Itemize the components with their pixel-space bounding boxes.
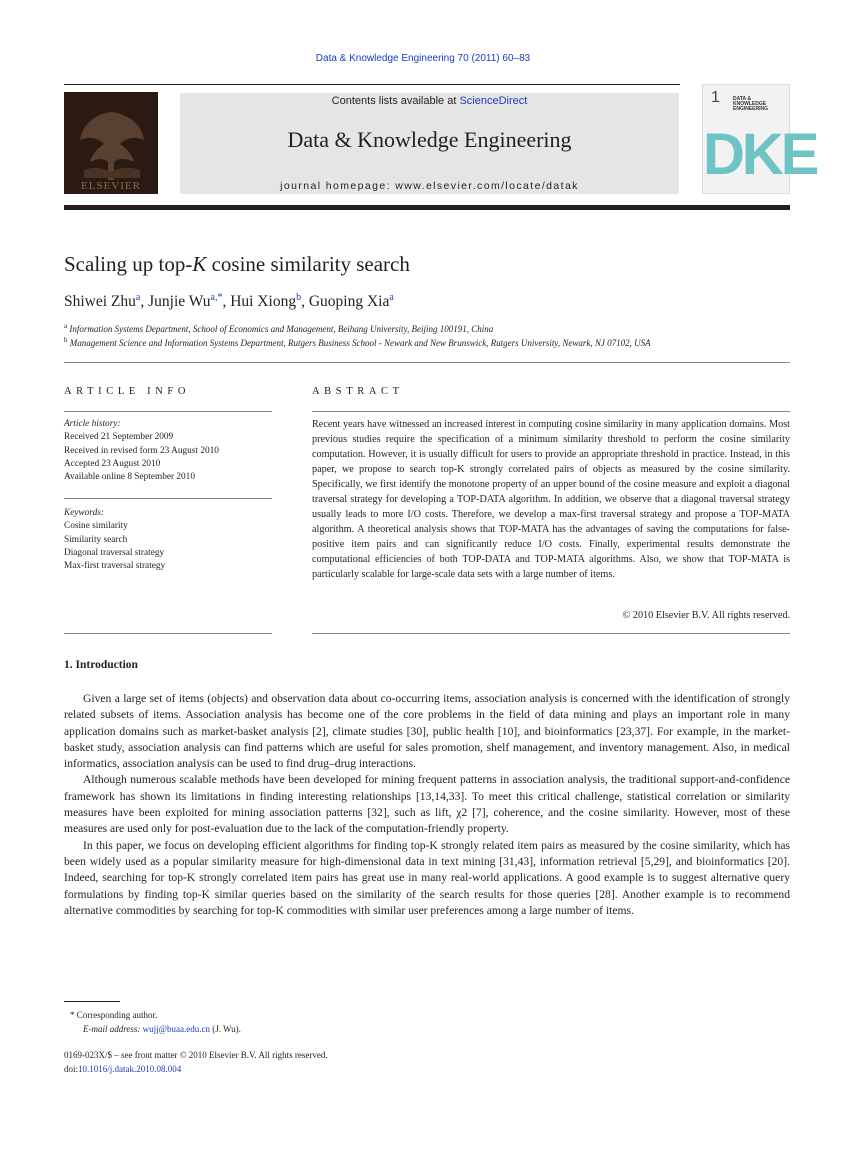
history-item: Available online 8 September 2010 bbox=[64, 472, 195, 483]
abstract-rule bbox=[312, 633, 790, 634]
keywords bbox=[64, 507, 272, 573]
keyword-item: Diagonal traversal strategy bbox=[64, 547, 165, 558]
keyword-item: Similarity search bbox=[64, 534, 128, 545]
affiliation-rule bbox=[64, 362, 790, 363]
author-affiliation-marker[interactable]: a,* bbox=[210, 292, 223, 303]
email-link[interactable]: wujj@buaa.edu.cn bbox=[142, 1023, 210, 1034]
introduction-body bbox=[64, 691, 790, 919]
author-name: Shiwei Zhu bbox=[64, 293, 136, 311]
affiliation-marker: a bbox=[64, 322, 68, 330]
corresponding-author-note: * Corresponding author. bbox=[70, 1010, 158, 1020]
affiliation-text: Management Science and Information Systems Department, Rutgers Business School - Newark and New Brunswick, Rutgers University, Newark, NJ 07102, USA bbox=[69, 338, 651, 348]
affiliation-text: Information Systems Department, School of Economics and Management, Beihang University, Beijing 100191, China bbox=[69, 324, 494, 334]
author-name: Guoping Xia bbox=[308, 293, 390, 311]
contents-line bbox=[180, 95, 679, 107]
info-rule bbox=[64, 633, 272, 634]
elsevier-wordmark: ELSEVIER bbox=[81, 180, 141, 192]
doi-prefix: doi: bbox=[64, 1063, 79, 1074]
info-rule bbox=[64, 411, 272, 412]
abstract-heading: ABSTRACT bbox=[312, 386, 404, 397]
author-list: Shiwei Zhu$^a$, Junjie $Wu^{a,*}$, Hui Xiong$^b$, Guoping Xia$^a$ bbox=[64, 292, 394, 311]
history-label: Article history: bbox=[64, 419, 121, 429]
keywords-label: Keywords: bbox=[64, 508, 104, 518]
keyword-item: Max-first traversal strategy bbox=[64, 561, 166, 572]
cover-dke-letters: DKE bbox=[703, 122, 817, 187]
paper-title: Scaling up top-K cosine similarity search bbox=[64, 252, 410, 276]
journal-header-box bbox=[180, 93, 679, 194]
footnote bbox=[64, 1009, 241, 1036]
elsevier-tree-icon bbox=[64, 92, 158, 194]
history-item: Accepted 23 August 2010 bbox=[64, 458, 161, 469]
email-suffix: (J. Wu). bbox=[209, 1023, 241, 1034]
doi-link[interactable]: 10.1016/j.datak.2010.08.004 bbox=[78, 1063, 182, 1074]
info-rule bbox=[64, 498, 272, 499]
author-affiliation-marker[interactable]: a bbox=[389, 292, 394, 303]
front-matter bbox=[64, 1049, 328, 1076]
email-line bbox=[64, 1023, 241, 1037]
author-affiliation-marker[interactable]: a bbox=[135, 292, 141, 303]
affiliation-marker: b bbox=[64, 336, 68, 344]
abstract-text: Recent years have witnessed an increased interest in computing cosine similarity in many application domains. Most previous studies require the specification of a minimum similarity threshold to perform the cosine similarity computation. However, it is usually difficult for users to provide an appropriate threshold in practice. Instead, in this paper, we propose to search top-K strongly correlated pairs of objects as measured by the cosine similarity. Specifically, we first identify the monotone property of an upper bound of the cosine measure and exploit a diagonal traversal strategy for developing a TOP-DATA algorithm. In addition, we observe that a diagonal traversal strategy usually leads to more I/O costs. Therefore, we develop a max-first traversal strategy and propose a TOP-MATA algorithm. A theoretical analysis shows that TOP-MATA has the advantages of saving the computations for false-positive item pairs and can significantly reduce I/O costs. Finally, experimental results demonstrate the computational efficiencies of both TOP-DATA and TOP-MATA algorithms. Also, we show that TOP-MATA is particularly scalable for large-scale data sets with a large number of items. bbox=[312, 419, 790, 580]
abstract-rule bbox=[312, 411, 790, 412]
intro-paragraph: In this paper, we focus on developing efficient algorithms for finding top-K strongly related item pairs as measured by the cosine similarity, which has been widely used as a popular similarity measure for high-dimensional data in text mining [31,43], information retrieval [5,29], and bioinformatics [20]. Indeed, searching for top-K strongly correlated item pairs has great use in many real-world applications. A good example is to suggest alternative query formulations by finding top-K similar queries based on the similarity of the search results for those queries [28]. Another example is to recommend alternative commodities by searching for top-K commodities with similar user preferences among a large number of items. bbox=[64, 838, 790, 917]
author-name: Junjie Wu bbox=[148, 293, 211, 311]
history-item: Received 21 September 2009 bbox=[64, 432, 174, 443]
cover-title: DATA & KNOWLEDGE ENGINEERING bbox=[733, 96, 769, 112]
doi-line bbox=[64, 1063, 328, 1077]
section-heading-introduction: 1. Introduction bbox=[64, 659, 138, 671]
affiliation-b bbox=[64, 336, 651, 348]
journal-homepage[interactable]: journal homepage: www.elsevier.com/locate/datak bbox=[280, 180, 579, 192]
contents-prefix: Contents lists available at bbox=[331, 95, 460, 107]
elsevier-logo bbox=[64, 92, 158, 194]
sciencedirect-link[interactable]: ScienceDirect bbox=[459, 95, 528, 107]
history-item: Received in revised form 23 August 2010 bbox=[64, 445, 219, 456]
abstract-copyright: © 2010 Elsevier B.V. All rights reserved. bbox=[622, 610, 790, 621]
email-label: E-mail address: bbox=[83, 1023, 143, 1034]
header-top-rule bbox=[64, 84, 680, 85]
journal-reference-link[interactable]: Data & Knowledge Engineering 70 (2011) 60–83 bbox=[315, 53, 531, 64]
article-history bbox=[64, 418, 272, 484]
author-affiliation-marker[interactable]: b bbox=[296, 292, 302, 303]
journal-title: Data & Knowledge Engineering bbox=[287, 127, 572, 152]
intro-paragraph: Given a large set of items (objects) and observation data about co-occurring items, association analysis is concerned with the identification of strongly related subsets of items. Association analysis has become one of the core problems in the field of data mining and plays an important role in many application domains such as market-basket analysis [2], climate studies [30], public health [10], and bioinformatics [23,37]. For example, in the market-basket study, association analysis can find patterns which are useful for sales promotion, shelf management, and inventory management. Also, in medical informatics, association analysis can be used to find drug–drug interactions. bbox=[64, 692, 790, 771]
cover-volume-number: 1 bbox=[711, 89, 720, 106]
author-name: Hui Xiong bbox=[230, 293, 297, 311]
front-matter-line: 0169-023X/$ – see front matter © 2010 Elsevier B.V. All rights reserved. bbox=[64, 1050, 328, 1060]
keyword-item: Cosine similarity bbox=[64, 521, 128, 532]
header-thick-rule bbox=[64, 205, 790, 210]
affiliation-a bbox=[64, 322, 493, 334]
footnote-rule bbox=[64, 1001, 120, 1002]
journal-cover-thumbnail bbox=[702, 84, 817, 194]
intro-paragraph: Although numerous scalable methods have been developed for mining frequent patterns in association analysis, the traditional support-and-confidence framework has shown its limitations in finding interesting relationships [13,14,33]. To meet this critical challenge, statistical correlation or similarity measures have been exploited for mining association patterns [32], such as lift, χ2 [7], coherence, and the cosine similarity. However, most of these measures are used only for post-evaluation due to the lack of the computation-friendly property. bbox=[64, 773, 790, 836]
article-info-heading: ARTICLE INFO bbox=[64, 386, 191, 397]
